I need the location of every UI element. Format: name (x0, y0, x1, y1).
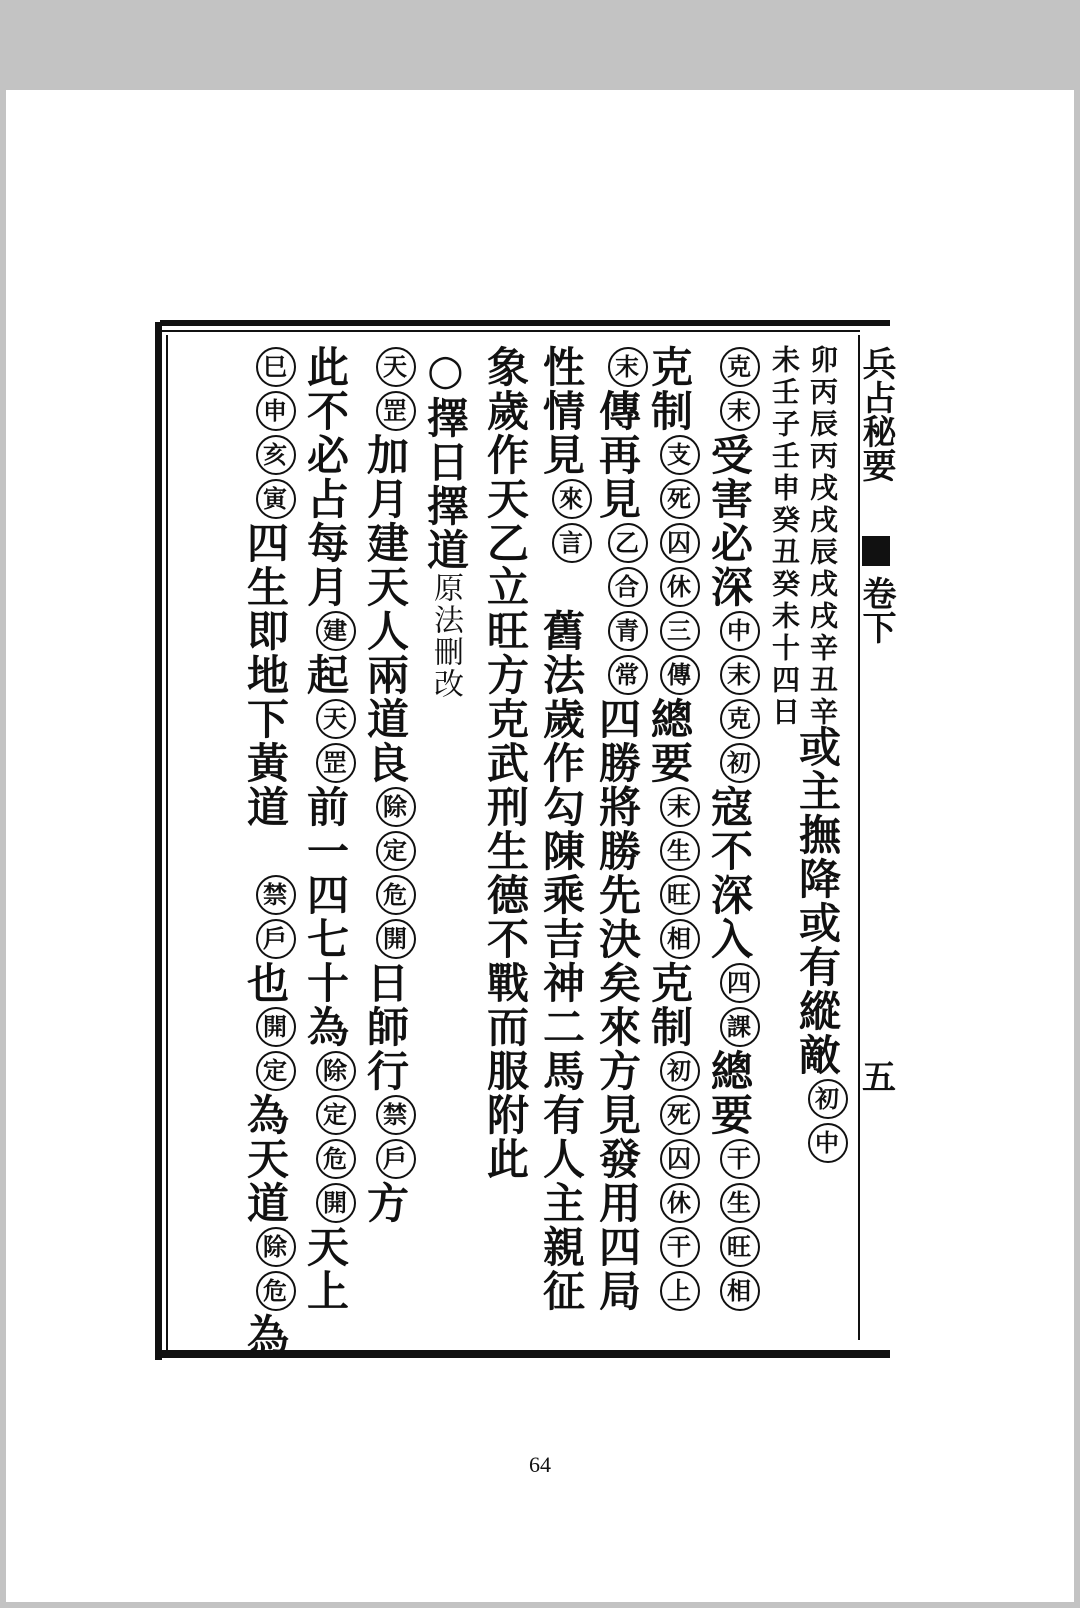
book-title: 兵占秘要 (856, 346, 896, 482)
text-run: 總要 (645, 697, 694, 785)
text-column-c8 (421, 345, 470, 700)
text-run: 天上 (301, 1225, 350, 1313)
circled-character: 罡 (376, 391, 416, 431)
circled-character: 相 (660, 919, 700, 959)
volume-label: 卷下 (856, 576, 896, 644)
text-run: 或主撫降或有縱敵 (793, 725, 842, 1077)
text-column-c1 (806, 345, 839, 729)
circled-character: 危 (256, 1271, 296, 1311)
circled-character: 傳 (660, 655, 700, 695)
text-run: 卯丙辰丙戌戌辰戌戌辛丑辛 (806, 345, 839, 729)
circled-character: 青 (608, 611, 648, 651)
header-fishtail-mark (862, 536, 890, 566)
text-column-c9 (361, 345, 416, 1225)
text-run: 未壬子壬申癸丑癸未十四日 (768, 345, 801, 729)
circled-character: 初 (720, 743, 760, 783)
circled-character: 課 (720, 1007, 760, 1047)
frame-border-right (858, 335, 860, 1340)
circled-character: 死 (660, 1095, 700, 1135)
text-column-c10 (301, 345, 356, 1313)
block-header-column (856, 336, 896, 1336)
circled-character: 旺 (660, 875, 700, 915)
frame-border-left (155, 322, 162, 1360)
circled-character: 開 (376, 919, 416, 959)
text-run: 為 (241, 1313, 290, 1357)
circled-character: 干 (660, 1227, 700, 1267)
circled-character: 罡 (316, 743, 356, 783)
text-run: 象歲作天乙立旺方克武刑生德不戰而服附此 (481, 345, 530, 1181)
circled-character: 定 (376, 831, 416, 871)
circled-character: 囚 (660, 1139, 700, 1179)
text-run: 受害必深 (705, 433, 754, 609)
page-number: 64 (529, 1452, 551, 1477)
text-column-c1b (768, 345, 801, 729)
circled-character: 天 (316, 699, 356, 739)
circled-character: 巳 (256, 347, 296, 387)
text-run: 四勝將勝先決矣來方見發用四局 (593, 697, 642, 1313)
circled-character: 初 (808, 1079, 848, 1119)
circled-character: 死 (660, 479, 700, 519)
circled-character: 生 (720, 1183, 760, 1223)
circled-character: 克 (720, 699, 760, 739)
circled-character: 危 (316, 1139, 356, 1179)
circled-character: 除 (256, 1227, 296, 1267)
frame-border-left-inner (166, 335, 168, 1355)
circled-character: 戶 (376, 1139, 416, 1179)
circled-character: 開 (256, 1007, 296, 1047)
text-run: 前一四七十為 (301, 785, 350, 1049)
circled-character: 四 (720, 963, 760, 1003)
text-run: 克制 (645, 345, 694, 433)
circled-character: 支 (660, 435, 700, 475)
folio-number: 五 (862, 1058, 896, 1098)
text-run: 四生即地下黃道 (241, 521, 290, 873)
circled-character: 亥 (256, 435, 296, 475)
circled-character: 常 (608, 655, 648, 695)
circled-character: 言 (552, 523, 592, 563)
circled-character: 上 (660, 1271, 700, 1311)
circled-character: 休 (660, 1183, 700, 1223)
circled-character: 旺 (720, 1227, 760, 1267)
circled-character: 囚 (660, 523, 700, 563)
circled-character: 乙 (608, 523, 648, 563)
small-annotation: 原法刪改 (428, 572, 463, 700)
circled-character: 初 (660, 1051, 700, 1091)
frame-border-top-inner (160, 330, 860, 332)
circled-character: 禁 (256, 875, 296, 915)
circled-character: 戶 (256, 919, 296, 959)
text-run: 加月建天人兩道良 (361, 433, 410, 785)
circled-character: 生 (660, 831, 700, 871)
text-column-c5 (593, 345, 648, 1313)
circled-character: 定 (256, 1051, 296, 1091)
circled-character: 中 (720, 611, 760, 651)
circled-character: 建 (316, 611, 356, 651)
circled-character: 相 (720, 1271, 760, 1311)
text-run: 寇不深入 (705, 785, 754, 961)
circled-character: 寅 (256, 479, 296, 519)
circled-character: 除 (376, 787, 416, 827)
circled-character: 末 (660, 787, 700, 827)
text-column-c6 (537, 345, 592, 1313)
circled-character: 合 (608, 567, 648, 607)
text-run: 為天道 (241, 1093, 290, 1225)
circled-character: 末 (720, 655, 760, 695)
circled-character: 定 (316, 1095, 356, 1135)
circled-character: 天 (376, 347, 416, 387)
text-run: 此不必占每月 (301, 345, 350, 609)
text-column-c3 (705, 345, 760, 1313)
circled-character: 危 (376, 875, 416, 915)
text-run: 傳再見 (593, 389, 642, 521)
circled-character: 禁 (376, 1095, 416, 1135)
text-run: 總要 (705, 1049, 754, 1137)
circled-character: 除 (316, 1051, 356, 1091)
circled-character: 三 (660, 611, 700, 651)
circled-character: 申 (256, 391, 296, 431)
text-column-c2 (793, 725, 848, 1165)
circled-character: 末 (608, 347, 648, 387)
circled-character: 開 (316, 1183, 356, 1223)
text-column-c7 (481, 345, 530, 1181)
text-run: 日師行 (361, 961, 410, 1093)
text-run: 方 (361, 1181, 410, 1225)
circled-character: 來 (552, 479, 592, 519)
text-run: 也 (241, 961, 290, 1005)
text-run: 舊法歲作勾陳乘吉神二馬有人主親征 (537, 565, 586, 1313)
circled-character: 休 (660, 567, 700, 607)
text-run: ○擇日擇道 (421, 345, 470, 572)
circled-character: 克 (720, 347, 760, 387)
text-run: 性情見 (537, 345, 586, 477)
text-column-c4 (645, 345, 700, 1313)
circled-character: 干 (720, 1139, 760, 1179)
circled-character: 末 (720, 391, 760, 431)
circled-character: 中 (808, 1123, 848, 1163)
frame-border-top (160, 320, 890, 326)
text-column-c11 (241, 345, 296, 1357)
text-run: 克制 (645, 961, 694, 1049)
text-run: 起 (301, 653, 350, 697)
